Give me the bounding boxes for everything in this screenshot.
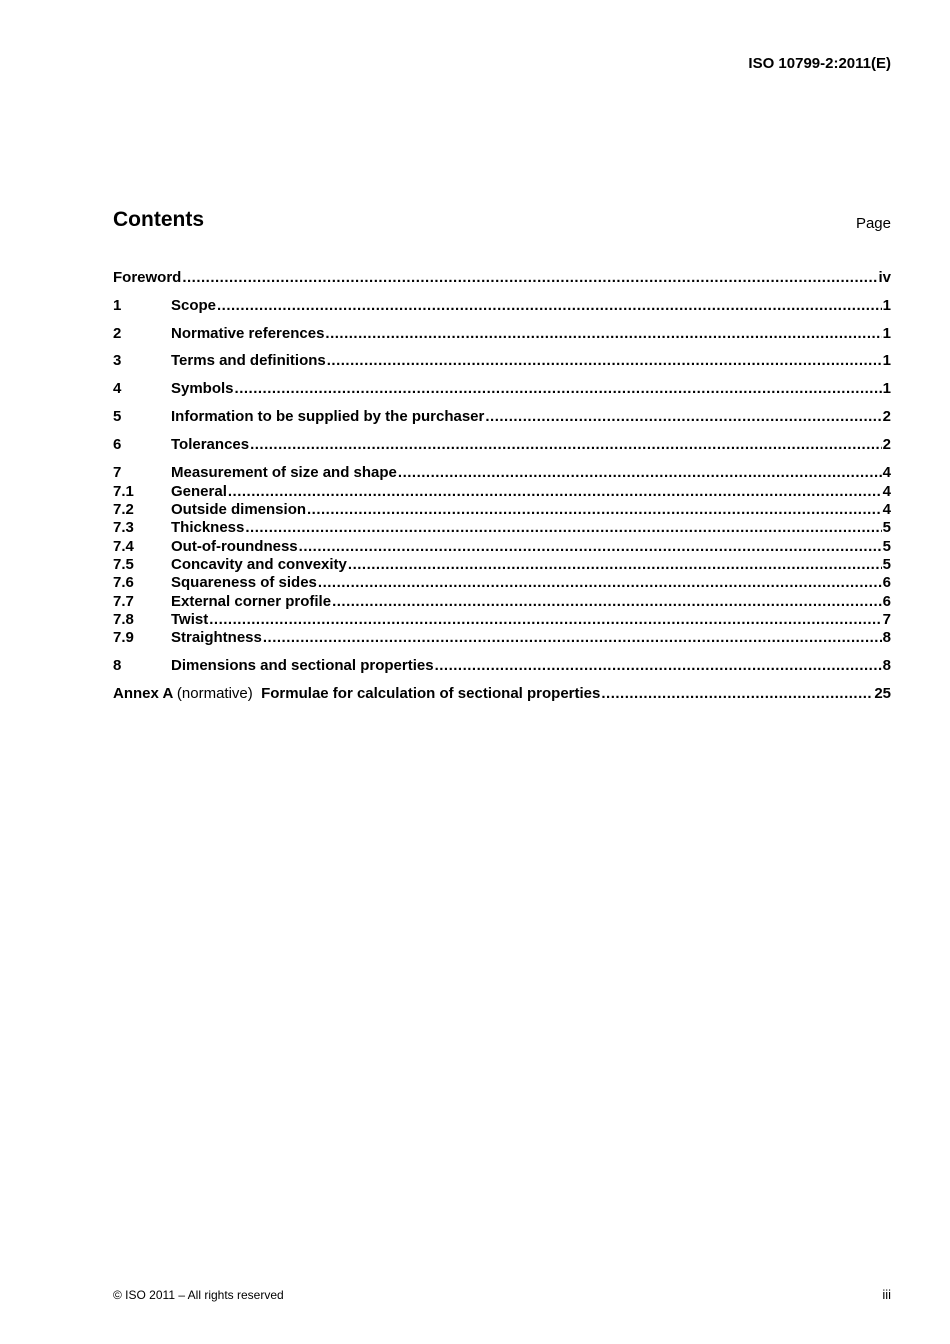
toc-entry-number: 7.4 <box>113 538 134 555</box>
toc-entry[interactable] <box>113 352 891 370</box>
contents-heading: Contents <box>113 208 204 231</box>
toc-entry-title: Terms and definitions <box>171 352 326 369</box>
toc-entry-number: 1 <box>113 297 122 314</box>
toc-entry-page: 6 <box>882 593 891 610</box>
toc-entry[interactable] <box>113 556 891 574</box>
annex-qualifier: (normative) <box>176 685 253 702</box>
toc-leader-dots <box>307 501 882 519</box>
toc-entry-title: External corner profile <box>171 593 332 610</box>
toc-entry-page: 1 <box>882 352 891 369</box>
toc-entry[interactable] <box>113 538 891 556</box>
toc-entry[interactable] <box>113 629 891 647</box>
toc-leader-dots <box>217 297 882 315</box>
toc-entry-title: Normative references <box>171 325 325 342</box>
toc-entry-title: Symbols <box>171 380 234 397</box>
toc-leader-dots <box>348 556 882 574</box>
toc-entry[interactable] <box>113 464 891 482</box>
toc-entry-title: General <box>171 483 227 500</box>
toc-entry-page: 4 <box>882 501 891 518</box>
toc-leader-dots <box>245 519 881 537</box>
toc-leader-dots <box>435 657 882 675</box>
toc-entry-number: 7.1 <box>113 483 134 500</box>
toc-entry-number: 3 <box>113 352 122 369</box>
toc-leader-dots <box>325 325 881 343</box>
toc-entry-page: 1 <box>882 380 891 397</box>
toc-entry-number: 7.5 <box>113 556 134 573</box>
toc-entry-title: Concavity and convexity <box>171 556 347 573</box>
toc-entry-page: 5 <box>882 556 891 573</box>
annex-title: Formulae for calculation of sectional properties <box>261 685 601 702</box>
annex-heading <box>113 685 600 703</box>
toc-entry[interactable] <box>113 519 891 537</box>
toc-entry-number: 6 <box>113 436 122 453</box>
toc-entry[interactable] <box>113 593 891 611</box>
toc-entry-foreword[interactable] <box>113 269 891 287</box>
toc-leader-dots <box>332 593 882 611</box>
toc-entry-title: Outside dimension <box>171 501 307 518</box>
toc-entry-number: 7.7 <box>113 593 134 610</box>
toc-entry[interactable] <box>113 380 891 398</box>
toc-entry[interactable] <box>113 408 891 426</box>
toc-entry-number: 7.8 <box>113 611 134 628</box>
toc-entry-title: Scope <box>171 297 217 314</box>
toc-leader-dots <box>601 685 873 703</box>
page-number: iii <box>882 1287 891 1302</box>
toc-entry-number: 7.2 <box>113 501 134 518</box>
page-column-label: Page <box>855 215 891 232</box>
document-id: ISO 10799-2:2011(E) <box>748 55 891 72</box>
toc-entry-page: 4 <box>882 464 891 481</box>
toc-entry-page: 5 <box>882 519 891 536</box>
toc-entry-title: Information to be supplied by the purchaser <box>171 408 485 425</box>
annex-label: Annex A <box>113 685 173 702</box>
toc-leader-dots <box>318 574 882 592</box>
toc-entry[interactable] <box>113 574 891 592</box>
toc-entry-number: 7.3 <box>113 519 134 536</box>
toc-entry[interactable] <box>113 297 891 315</box>
toc-leader-dots <box>299 538 882 556</box>
toc-entry[interactable] <box>113 436 891 454</box>
toc-entry-number: 4 <box>113 380 122 397</box>
toc-entry-page: 5 <box>882 538 891 555</box>
toc-entry[interactable] <box>113 483 891 501</box>
toc-entry-number: 7.9 <box>113 629 134 646</box>
toc-entry-page: 8 <box>882 657 891 674</box>
toc-entry-number: 7 <box>113 464 122 481</box>
toc-entry-title: Tolerances <box>171 436 250 453</box>
toc-entry-title: Out-of-roundness <box>171 538 298 555</box>
copyright-notice: © ISO 2011 – All rights reserved <box>113 1288 284 1302</box>
toc-entry-number: 5 <box>113 408 122 425</box>
toc-entry-title: Foreword <box>113 269 182 286</box>
toc-leader-dots <box>228 483 882 501</box>
toc-entry[interactable] <box>113 611 891 629</box>
toc-entry-title: Squareness of sides <box>171 574 317 591</box>
toc-entry-title: Measurement of size and shape <box>171 464 397 481</box>
toc-entry-number: 7.6 <box>113 574 134 591</box>
toc-entry-title: Twist <box>171 611 209 628</box>
toc-leader-dots <box>235 380 882 398</box>
toc-leader-dots <box>485 408 881 426</box>
toc-leader-dots <box>263 629 882 647</box>
toc-entry[interactable] <box>113 657 891 675</box>
toc-entry-page: 25 <box>874 685 891 702</box>
toc-entry-page: 2 <box>882 408 891 425</box>
toc-leader-dots <box>250 436 882 454</box>
toc-leader-dots <box>327 352 882 370</box>
toc-entry-number: 8 <box>113 657 122 674</box>
toc-leader-dots <box>398 464 882 482</box>
toc-entry-page: 8 <box>882 629 891 646</box>
toc-leader-dots <box>182 269 877 287</box>
toc-entry[interactable] <box>113 325 891 343</box>
toc-entry-title: Straightness <box>171 629 262 646</box>
toc-entry-page: 4 <box>882 483 891 500</box>
toc-entry-annex-a[interactable] <box>113 685 891 703</box>
toc-entry-page: 1 <box>882 325 891 342</box>
toc-entry-page: 1 <box>882 297 891 314</box>
toc-entry[interactable] <box>113 501 891 519</box>
toc-entry-page: 6 <box>882 574 891 591</box>
toc-leader-dots <box>209 611 881 629</box>
toc-entry-number: 2 <box>113 325 122 342</box>
toc-entry-page: 7 <box>882 611 891 628</box>
toc-entry-title: Thickness <box>171 519 245 536</box>
toc-entry-page: iv <box>878 269 891 286</box>
toc-entry-page: 2 <box>882 436 891 453</box>
toc-entry-title: Dimensions and sectional properties <box>171 657 434 674</box>
